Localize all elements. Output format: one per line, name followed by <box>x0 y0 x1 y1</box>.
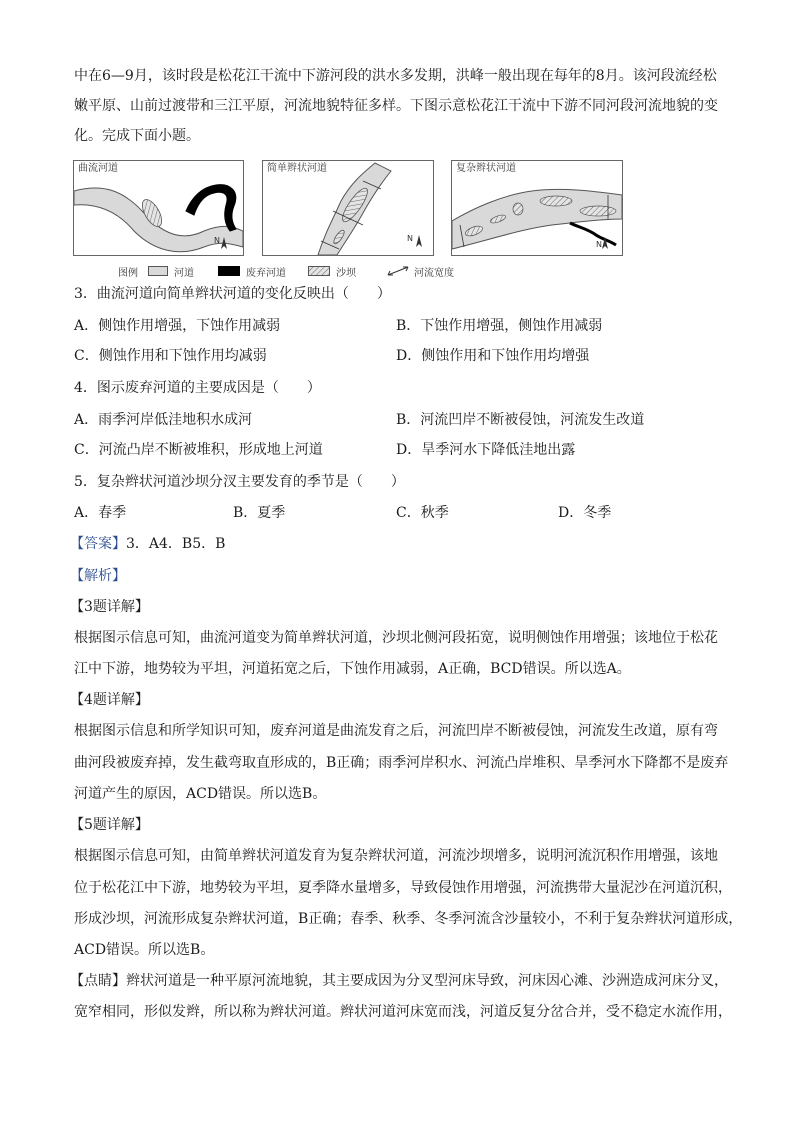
detail-5-line-3: 形成沙坝，河流形成复杂辫状河道，B正确；春季、秋季、冬季河流含沙量较小，不利于复杂辫状河道形成， <box>74 911 743 927</box>
panel-title-simple-braided: 简单辫状河道 <box>267 163 327 174</box>
detail-4-label: 【4题详解】 <box>70 692 149 708</box>
legend-river-label: 河道 <box>174 268 194 279</box>
legend-sandbar-label: 沙坝 <box>336 268 356 279</box>
river-landform-figure <box>73 160 623 282</box>
detail-3-line-2: 江中下游，地势较为平坦，河道拓宽之后，下蚀作用减弱，A正确，BCD错误。所以选A。 <box>74 661 631 677</box>
north-arrow <box>407 234 422 247</box>
detail-4-line-2: 曲河段被废弃掉，发生截弯取直形成的，B正确；雨季河岸积水、河流凸岸堆积、旱季河水下降都不是废弃 <box>74 755 729 771</box>
sandbar <box>580 206 616 216</box>
sandbar <box>540 196 572 206</box>
question-3-option-a: A．侧蚀作用增强，下蚀作用减弱 <box>74 318 281 334</box>
abandoned-channel <box>186 185 236 231</box>
legend-abandoned-label: 废弃河道 <box>246 268 286 279</box>
legend-river-swatch <box>148 266 168 276</box>
legend-abandoned-swatch <box>218 266 240 276</box>
detail-5-label: 【5题详解】 <box>70 817 149 833</box>
answer-text: 3．A4．B5．B <box>126 536 226 552</box>
question-5-option-b: B．夏季 <box>233 505 286 521</box>
note-text-1: 辫状河道是一种平原河流地貌，其主要成因为分叉型河床导致，河床因心滩、沙洲造成河床分叉， <box>126 973 728 989</box>
panel-title-meandering: 曲流河道 <box>78 163 118 174</box>
question-3-option-c: C．侧蚀作用和下蚀作用均减弱 <box>74 348 267 364</box>
intro-line-3: 化。完成下面小题。 <box>74 128 200 144</box>
north-label: N <box>407 234 413 243</box>
note-line-2: 宽窄相同，形似发辫，所以称为辫状河道。辫状河道河床宽而浅，河道反复分岔合并，受不稳定水流作用， <box>74 1004 732 1020</box>
question-3-stem: 3．曲流河道向简单辫状河道的变化反映出（ ） <box>74 286 391 302</box>
analysis-label: 【解析】 <box>70 568 126 584</box>
sandbar <box>513 203 523 215</box>
legend-width-swatch <box>386 265 410 277</box>
question-5-option-c: C．秋季 <box>396 505 449 521</box>
detail-4-line-3: 河道产生的原因，ACD错误。所以选B。 <box>74 786 327 802</box>
panel-complex-braided-channel <box>451 160 623 256</box>
panel-simple-braided-channel <box>262 160 434 256</box>
panel-title-complex-braided: 复杂辫状河道 <box>456 163 516 174</box>
panel-meandering-channel <box>73 160 244 256</box>
note-line-1 <box>70 971 728 991</box>
question-3-option-d: D．侧蚀作用和下蚀作用均增强 <box>396 348 590 364</box>
answer-label: 【答案】 <box>70 536 126 552</box>
detail-3-label: 【3题详解】 <box>70 599 149 615</box>
intro-line-1: 中在6—9月，该时段是松花江干流中下游河段的洪水多发期，洪峰一般出现在每年的8月。该河段流经松 <box>74 68 717 84</box>
question-5-option-d: D．冬季 <box>558 505 612 521</box>
detail-5-line-1: 根据图示信息可知，由简单辫状河道发育为复杂辫状河道，河流沙坝增多，说明河流沉积作用增强，该地 <box>74 848 718 864</box>
question-3-option-b: B．下蚀作用增强，侧蚀作用减弱 <box>396 318 603 334</box>
legend-sandbar-swatch <box>308 266 330 276</box>
north-label: N <box>214 236 220 245</box>
question-5-option-a: A．春季 <box>74 505 127 521</box>
question-4-option-a: A．雨季河岸低洼地积水成河 <box>74 412 253 428</box>
question-4-option-d: D．旱季河水下降低洼地出露 <box>396 442 576 458</box>
question-5-stem: 5．复杂辫状河道沙坝分汊主要发育的季节是（ ） <box>74 474 405 490</box>
detail-3-line-1: 根据图示信息可知，曲流河道变为简单辫状河道，沙坝北侧河段拓宽，说明侧蚀作用增强；该地位于松花 <box>74 630 718 646</box>
note-label: 【点睛】 <box>70 973 126 989</box>
meandering-channel-map <box>74 161 243 255</box>
answer-line <box>70 534 225 554</box>
simple-braided-channel-map <box>263 161 433 255</box>
legend-width-label: 河流宽度 <box>414 268 454 279</box>
abandoned-channel <box>570 223 616 245</box>
question-4-option-b: B．河流凹岸不断被侵蚀，河流发生改道 <box>396 412 645 428</box>
complex-braided-channel-map <box>452 161 622 255</box>
intro-line-2: 嫩平原、山前过渡带和三江平原，河流地貌特征多样。下图示意松花江干流中下游不同河段河流地貌的变 <box>74 98 718 114</box>
question-4-option-c: C．河流凸岸不断被堆积，形成地上河道 <box>74 442 323 458</box>
detail-5-line-2: 位于松花江中下游，地势较为平坦，夏季降水量增多，导致侵蚀作用增强，河流携带大量泥沙在河道沉积， <box>74 880 732 896</box>
question-4-stem: 4．图示废弃河道的主要成因是（ ） <box>74 380 321 396</box>
detail-4-line-1: 根据图示信息和所学知识可知，废弃河道是曲流发育之后，河流凹岸不断被侵蚀，河流发生改道，原有弯 <box>74 723 718 739</box>
legend-label: 图例 <box>118 268 138 279</box>
detail-5-line-4: ACD错误。所以选B。 <box>74 942 215 958</box>
north-label: N <box>596 240 602 249</box>
